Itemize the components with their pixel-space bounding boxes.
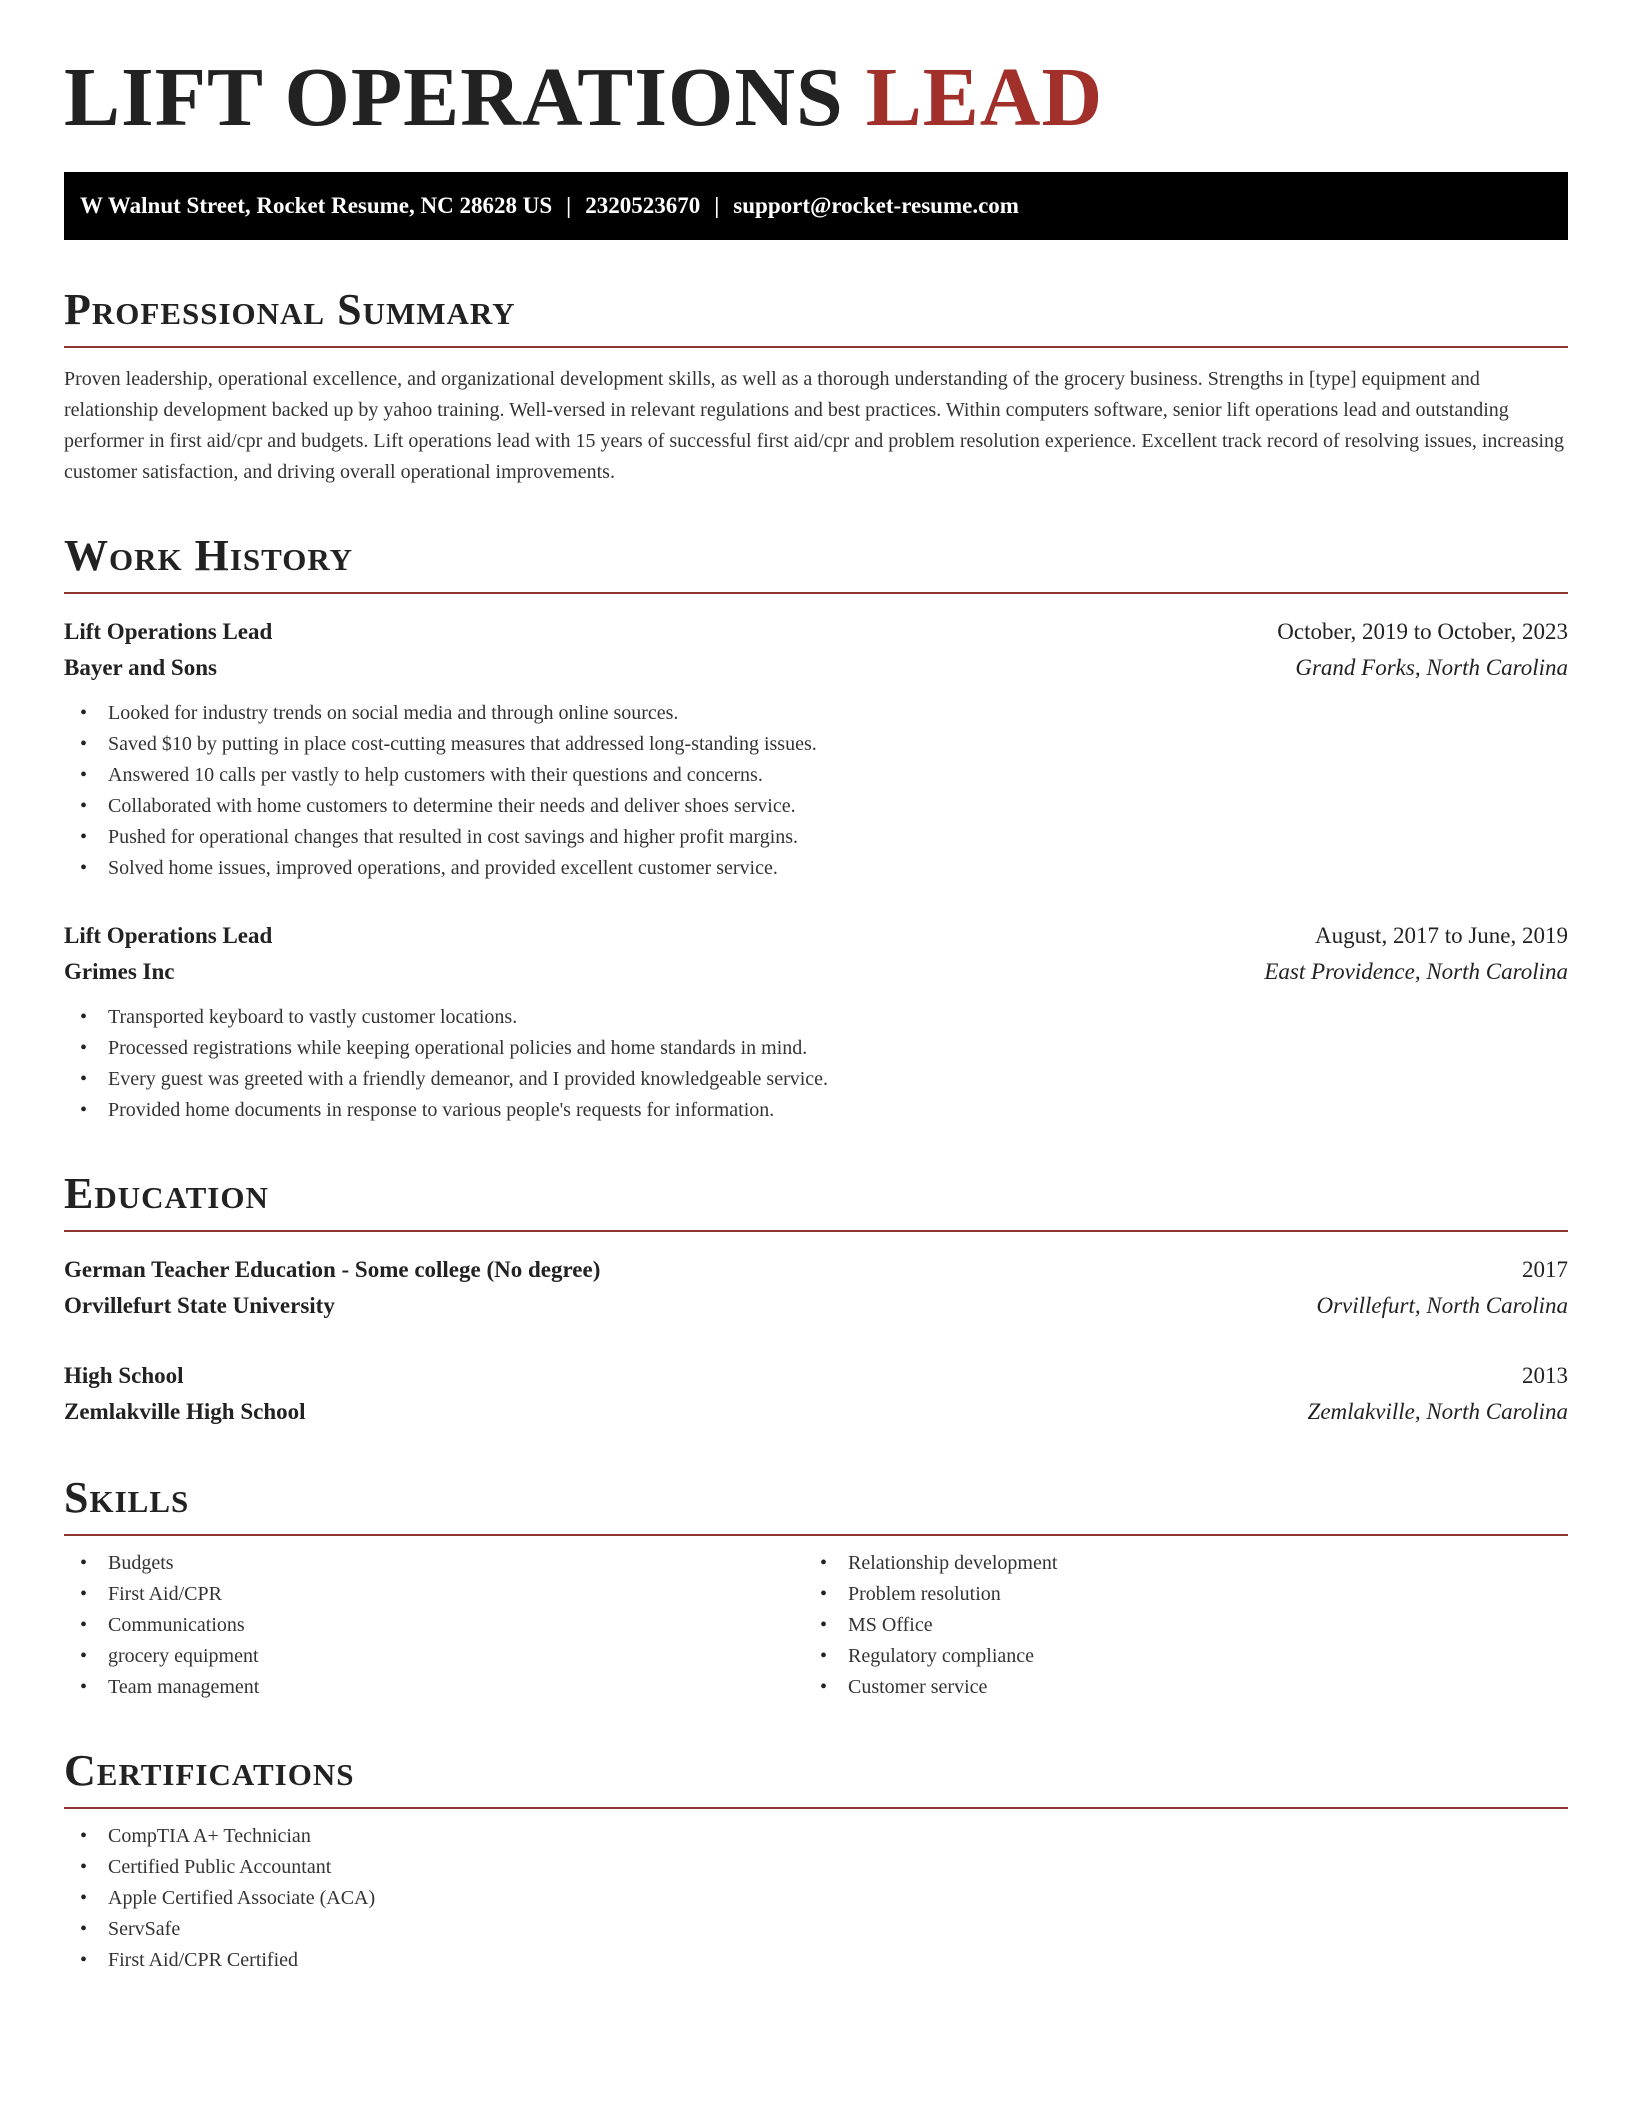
skill-item: • Communications	[64, 1610, 804, 1641]
company-name: Grimes Inc	[64, 959, 175, 985]
skill-item: • grocery equipment	[64, 1641, 804, 1672]
contact-bar	[64, 172, 1568, 240]
list-item: • Every guest was greeted with a friendly demeanor, and I provided knowledgeable service.	[64, 1064, 1568, 1095]
school-name: Zemlakville High School	[64, 1399, 306, 1425]
work-entry-header	[64, 614, 1568, 650]
list-item: • Saved $10 by putting in place cost-cutting measures that addressed long-standing issues.	[64, 729, 1568, 760]
education-entry	[64, 1358, 1568, 1430]
skill-item: • Problem resolution	[804, 1579, 1544, 1610]
work-entry-subheader	[64, 650, 1568, 686]
job-title: Lift Operations Lead	[64, 923, 273, 949]
certifications-list	[64, 1821, 1568, 1976]
education-year: 2017	[1522, 1257, 1568, 1283]
certification-item: • CompTIA A+ Technician	[64, 1821, 1568, 1852]
job-bullets	[64, 698, 1568, 884]
certification-item: • Certified Public Accountant	[64, 1852, 1568, 1883]
job-title: Lift Operations Lead	[64, 619, 273, 645]
contact-phone: 2320523670	[585, 193, 701, 219]
job-dates: October, 2019 to October, 2023	[1277, 619, 1568, 645]
work-entry	[64, 918, 1568, 1126]
list-item: • Answered 10 calls per vastly to help customers with their questions and concerns.	[64, 760, 1568, 791]
job-location: East Providence, North Carolina	[1264, 959, 1568, 985]
list-item: • Solved home issues, improved operations, and provided excellent customer service.	[64, 853, 1568, 884]
skill-item: • Budgets	[64, 1548, 804, 1579]
work-entry-header	[64, 918, 1568, 954]
skills-column-right	[804, 1548, 1544, 1703]
school-location: Zemlakville, North Carolina	[1307, 1399, 1568, 1425]
contact-address: W Walnut Street, Rocket Resume, NC 28628 US	[80, 193, 553, 219]
skills-column-left	[64, 1548, 804, 1703]
certification-item: • ServSafe	[64, 1914, 1568, 1945]
name-first: LIFT OPERATIONS	[64, 51, 844, 144]
skills-grid	[64, 1548, 1568, 1703]
list-item: • Provided home documents in response to various people's requests for information.	[64, 1095, 1568, 1126]
contact-separator: |	[714, 193, 720, 219]
list-item: • Looked for industry trends on social media and through online sources.	[64, 698, 1568, 729]
list-item: • Processed registrations while keeping operational policies and home standards in mind.	[64, 1033, 1568, 1064]
education-entry-header	[64, 1252, 1568, 1288]
job-location: Grand Forks, North Carolina	[1295, 655, 1568, 681]
certification-item: • First Aid/CPR Certified	[64, 1945, 1568, 1976]
list-item: • Transported keyboard to vastly customer locations.	[64, 1002, 1568, 1033]
certification-item: • Apple Certified Associate (ACA)	[64, 1883, 1568, 1914]
school-location: Orvillefurt, North Carolina	[1316, 1293, 1568, 1319]
education-year: 2013	[1522, 1363, 1568, 1389]
skill-item: • Team management	[64, 1672, 804, 1703]
degree-name: German Teacher Education - Some college (No degree)	[64, 1257, 601, 1283]
skill-item: • MS Office	[804, 1610, 1544, 1641]
job-bullets	[64, 1002, 1568, 1126]
section-title-summary: Professional Summary	[64, 288, 1568, 348]
list-item: • Pushed for operational changes that resulted in cost savings and higher profit margins.	[64, 822, 1568, 853]
section-title-education: Education	[64, 1172, 1568, 1232]
work-entry	[64, 614, 1568, 884]
section-title-certifications: Certifications	[64, 1749, 1568, 1809]
contact-email: support@rocket-resume.com	[733, 193, 1019, 219]
education-entry-header	[64, 1358, 1568, 1394]
job-dates: August, 2017 to June, 2019	[1315, 923, 1568, 949]
skill-item: • Regulatory compliance	[804, 1641, 1544, 1672]
education-entry-subheader	[64, 1394, 1568, 1430]
section-title-work-history: Work History	[64, 534, 1568, 594]
section-title-skills: Skills	[64, 1476, 1568, 1536]
contact-separator: |	[566, 193, 572, 219]
skill-item: • Customer service	[804, 1672, 1544, 1703]
education-entry-subheader	[64, 1288, 1568, 1324]
work-entry-subheader	[64, 954, 1568, 990]
company-name: Bayer and Sons	[64, 655, 217, 681]
education-entry	[64, 1252, 1568, 1324]
list-item: • Collaborated with home customers to determine their needs and deliver shoes service.	[64, 791, 1568, 822]
summary-text: Proven leadership, operational excellence, and organizational development skills, as well as a thorough understanding of the grocery business. Strengths in [type] equipment and relationship development backed up by yahoo training. Well-versed in relevant regulations and best practices. Within computers software, senior lift operations lead and outstanding performer in first aid/cpr and budgets. Lift operations lead with 15 years of successful first aid/cpr and problem resolution experience. Excellent track record of resolving issues, increasing customer satisfaction, and driving overall operational improvements.	[64, 368, 1565, 484]
resume-name	[64, 52, 1568, 144]
skill-item: • First Aid/CPR	[64, 1579, 804, 1610]
school-name: Orvillefurt State University	[64, 1293, 335, 1319]
name-last: LEAD	[865, 51, 1104, 144]
skill-item: • Relationship development	[804, 1548, 1544, 1579]
degree-name: High School	[64, 1363, 184, 1389]
